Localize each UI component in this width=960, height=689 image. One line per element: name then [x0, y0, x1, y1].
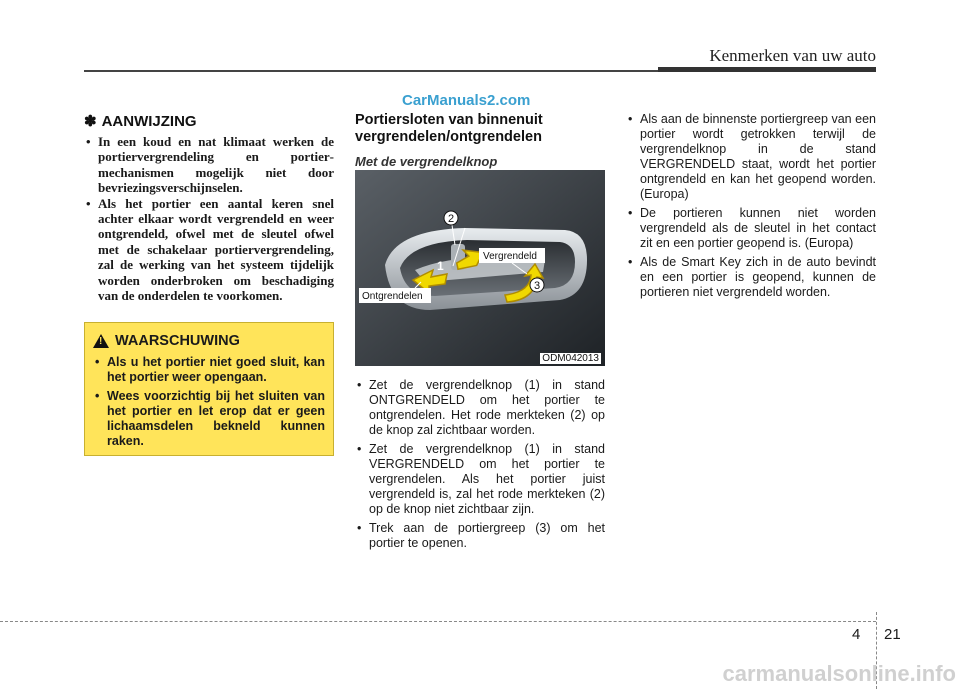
warning-header	[93, 333, 325, 349]
section-title: Portiersloten van binnenuit vergrendelen/ontgrendelen	[355, 112, 543, 145]
label-lock: Vergrendeld	[483, 251, 537, 262]
section-subtitle: Met de vergrendelknop	[355, 154, 498, 169]
lock-instruction-2: • Zet de vergrendelknop (1) in stand VERGRENDELD om het portier te vergrendelen. Als het portier juist vergrendeld is, zal het rode merkteken (2) op de knop niet zichtbaar zijn.	[355, 442, 605, 517]
lock-notes-list	[626, 112, 876, 300]
header-rule	[84, 70, 658, 72]
label-unlock: Ontgrendelen	[362, 291, 423, 302]
lock-instruction-3: • Trek aan de portiergreep (3) om het portier te openen.	[355, 521, 605, 551]
warning-title: WAARSCHUWING	[115, 333, 240, 349]
page-number: 21	[884, 626, 901, 643]
page-header-title: Kenmerken van uw auto	[709, 46, 876, 65]
note-section	[84, 112, 334, 303]
lock-section	[355, 112, 605, 169]
warning-box	[84, 322, 334, 456]
lock-note-1: • Als aan de binnenste portiergreep van een portier wordt getrokken terwijl de vergrendelknop in de stand VERGRENDELD staat, wordt het portier ontgrendeld en kan het geopend worden. (Europa)	[626, 112, 876, 202]
footer-rule	[0, 621, 876, 622]
lock-instructions	[355, 378, 605, 555]
warning-triangle-icon: !	[93, 334, 109, 348]
note-list	[84, 134, 334, 303]
note-title-text: AANWIJZING	[101, 113, 197, 130]
note-item-1: • In een koud en nat klimaat werken de portiervergrendeling en portiermechanismen mogelijk niet door bevriezingsverschijnselen.	[84, 134, 334, 196]
chapter-number: 4	[852, 626, 861, 643]
note-title	[84, 112, 334, 130]
warning-item-2: • Wees voorzichtig bij het sluiten van het portier en let erop dat er geen lichaamsdelen bekneld kunnen raken.	[93, 389, 325, 449]
lock-note-3: • Als de Smart Key zich in de auto bevindt en een portier is geopend, kunnen de portieren niet vergrendeld worden.	[626, 255, 876, 300]
warning-item-1: • Als u het portier niet goed sluit, kan het portier weer opengaan.	[93, 355, 325, 385]
lock-notes	[626, 112, 876, 304]
door-handle-illustration	[355, 170, 605, 366]
door-handle-figure	[355, 170, 605, 366]
watermark-top: CarManuals2.com	[402, 92, 531, 109]
header-rule-accent	[658, 67, 876, 72]
note-star-icon: ✽	[84, 113, 97, 130]
lock-note-2: • De portieren kunnen niet worden vergrendeld als de sleutel in het contact zit en een portier geopend is. (Europa)	[626, 206, 876, 251]
watermark-bottom: carmanualsonline.info	[722, 661, 956, 686]
marker-1: 1	[437, 259, 444, 273]
note-item-2: • Als het portier een aantal keren snel achter elkaar wordt vergrendeld en weer ontgrendeld, ofwel met de sleutel ofwel met de schakelaar portiervergrendeling, zal de werking van het systeem tijdelijk worden onderbroken om beschadiging van de onderdelen te voorkomen.	[84, 196, 334, 304]
figure-code: ODM042013	[542, 353, 599, 364]
lock-instructions-list	[355, 378, 605, 551]
warning-list	[93, 355, 325, 449]
lock-instruction-1: • Zet de vergrendelknop (1) in stand ONTGRENDELD om het portier te ontgrendelen. Het rode merkteken (2) op de knop zal zichtbaar worden.	[355, 378, 605, 438]
marker-3: 3	[533, 280, 541, 292]
marker-2: 2	[447, 213, 455, 225]
